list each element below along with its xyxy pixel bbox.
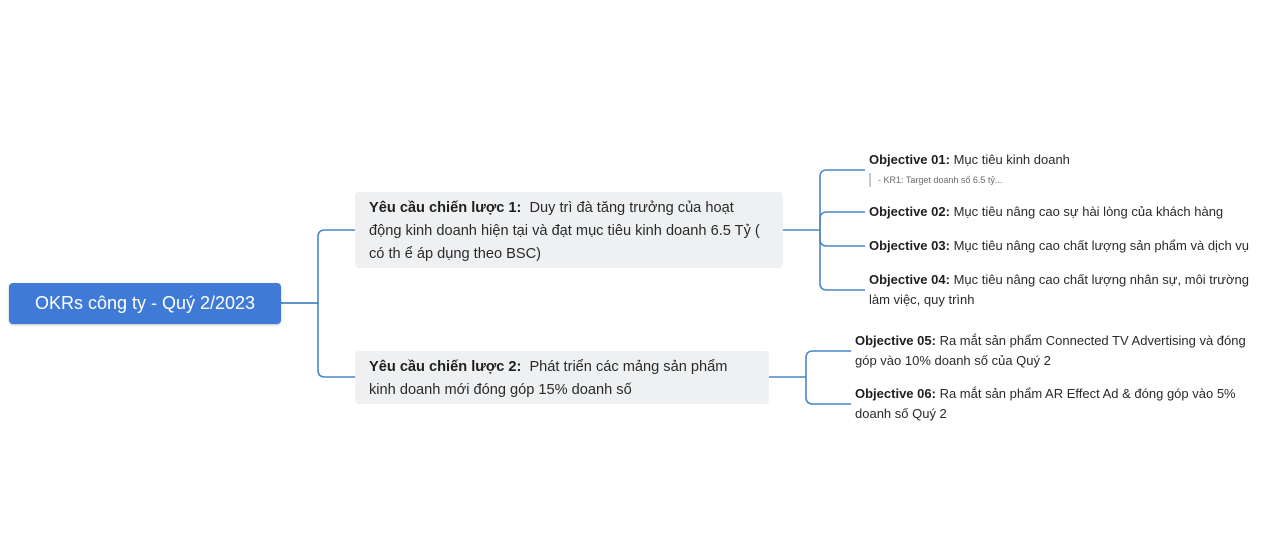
connector-branch1-obj4 — [820, 230, 865, 290]
strategy-1-label: Yêu cầu chiến lược 1: — [369, 200, 522, 216]
objective-5-text: Ra mắt sản phẩm Connected TV Advertising và đóng góp vào 10% doanh số của Quý 2 — [855, 333, 1246, 368]
strategy-1-text: Duy trì đà tăng trưởng của hoạt động kinh doanh hiện tại và đạt mục tiêu kinh doanh 6.5 Tỷ ( có th ể áp dụng theo BSC) — [369, 200, 760, 262]
connector-branch1-obj2 — [820, 212, 865, 230]
root-label: OKRs công ty - Quý 2/2023 — [34, 293, 256, 313]
objective-2-text: Mục tiêu nâng cao sự hài lòng của khách hàng — [953, 204, 1224, 219]
objective-6-text: Ra mắt sản phẩm AR Effect Ad & đóng góp vào 5% doanh số Quý 2 — [855, 386, 1236, 421]
objective-3-text: Mục tiêu nâng cao chất lượng sản phẩm và dịch vụ — [953, 238, 1250, 253]
connector-branch1-obj1 — [820, 170, 865, 230]
objective-4-label: Objective 04: — [869, 272, 950, 287]
objective-node-5[interactable] — [855, 331, 1267, 371]
objective-3-label: Objective 03: — [869, 238, 950, 253]
objective-6-label: Objective 06: — [855, 386, 936, 401]
strategy-2-text: Phát triển các mảng sản phẩm kinh doanh mới đóng góp 15% doanh số — [369, 359, 728, 398]
objective-1-note[interactable]: - KR1: Target doanh số 6.5 tỷ... — [869, 173, 1002, 187]
objective-node-6[interactable] — [855, 384, 1265, 424]
strategy-node-2[interactable] — [355, 351, 769, 404]
connector-branch2-obj6 — [806, 377, 851, 404]
objective-5-label: Objective 05: — [855, 333, 936, 348]
objective-node-4[interactable] — [869, 270, 1264, 310]
objective-2-label: Objective 02: — [869, 204, 950, 219]
connector-branch2-obj5 — [806, 351, 851, 377]
connector-root-branch1 — [281, 230, 355, 303]
strategy-node-1[interactable] — [355, 192, 783, 268]
objective-node-1[interactable] — [869, 150, 1259, 170]
strategy-2-label: Yêu cầu chiến lược 2: — [369, 359, 522, 375]
connector-branch1-obj3 — [820, 230, 865, 246]
root-node[interactable] — [9, 283, 281, 324]
connector-root-branch2 — [281, 303, 355, 377]
objective-1-label: Objective 01: — [869, 152, 950, 167]
objective-node-3[interactable] — [869, 236, 1269, 256]
objective-node-2[interactable] — [869, 202, 1269, 222]
objective-1-text: Mục tiêu kinh doanh — [953, 152, 1070, 167]
objective-4-text: Mục tiêu nâng cao chất lượng nhân sự, môi trường làm việc, quy trình — [869, 272, 1249, 307]
